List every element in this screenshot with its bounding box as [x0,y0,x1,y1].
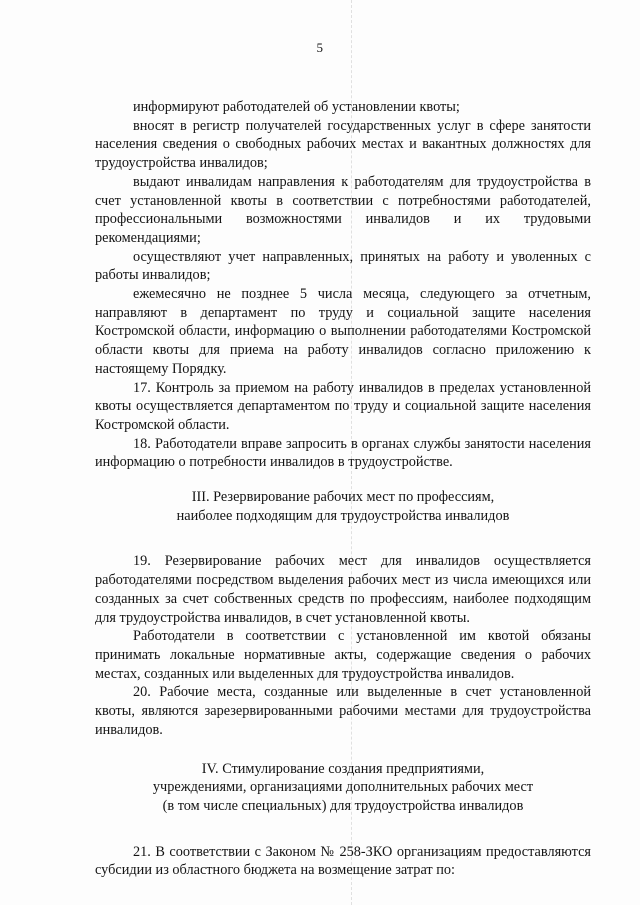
paragraph-inform-employers: информируют работодателей об установлении квоты; [133,99,460,115]
paragraph-issue-referrals: выдают инвалидам направления к работодателям для трудоустройства в счет установленной квоты в соответствии с потребностями работодателей, профессиональными возможностями инвалидов и их трудовыми рекомендациями; [95,173,591,246]
section-3-heading [95,488,591,525]
section-4-heading-line: (в том числе специальных) для трудоустройства инвалидов [162,797,524,814]
section-4-heading-line: IV. Стимулирование создания предприятиями, [201,760,485,777]
section-3-heading-line: наиболее подходящим для трудоустройства инвалидов [176,507,510,524]
paragraph-item-21: 21. В соответствии с Законом № 258-ЗКО организациям предоставляются субсидии из областного бюджета на возмещение затрат по: [95,843,591,879]
paragraph-monthly-report: ежемесячно не позднее 5 числа месяца, следующего за отчетным, направляют в департамент по труду и социальной защите населения Костромской области, информацию о выполнении работодателями Костромской области квоты для приема на работу инвалидов согласно приложению к настоящему Порядку. [95,286,591,377]
paragraph-register-vacancies: вносят в регистр получателей государственных услуг в сфере занятости населения сведения о свободных рабочих местах и вакантных должностях для трудоустройства инвалидов; [95,117,591,172]
paragraph-item-20: 20. Рабочие места, созданные или выделенные в счет установленной квоты, являются зарезервированными рабочими местами для трудоустройства инвалидов. [95,684,591,738]
section-3-heading-line: III. Резервирование рабочих мест по профессиям, [191,489,495,506]
document-body [95,98,591,880]
paragraph-record-keeping: осуществляют учет направленных, принятых на работу и уволенных с работы инвалидов; [95,248,591,284]
section-4-heading-line: учреждениями, организациями дополнительных рабочих мест [152,779,534,796]
paragraph-item-17: 17. Контроль за приемом на работу инвалидов в пределах установленной квоты осуществляется департаментом по труду и социальной защите населения Костромской области. [95,379,591,433]
section-4-heading [95,760,591,816]
paragraph-item-18: 18. Работодатели вправе запросить в органах службы занятости населения информацию о потребности инвалидов в трудоустройстве. [95,435,591,471]
page-number: 5 [316,40,324,55]
paragraph-item-19: 19. Резервирование рабочих мест для инвалидов осуществляется работодателями посредством выделения рабочих мест из числа имеющихся или созданных за счет собственных средств по профессиям, наиболее подходящим для трудоустройства инвалидов, в счет установленной квоты. [95,553,591,626]
paragraph-local-acts: Работодатели в соответствии с установленной им квотой обязаны принимать локальные нормативные акты, содержащие сведения о рабочих местах, созданных или выделенных для трудоустройства инвалидов. [95,628,591,682]
